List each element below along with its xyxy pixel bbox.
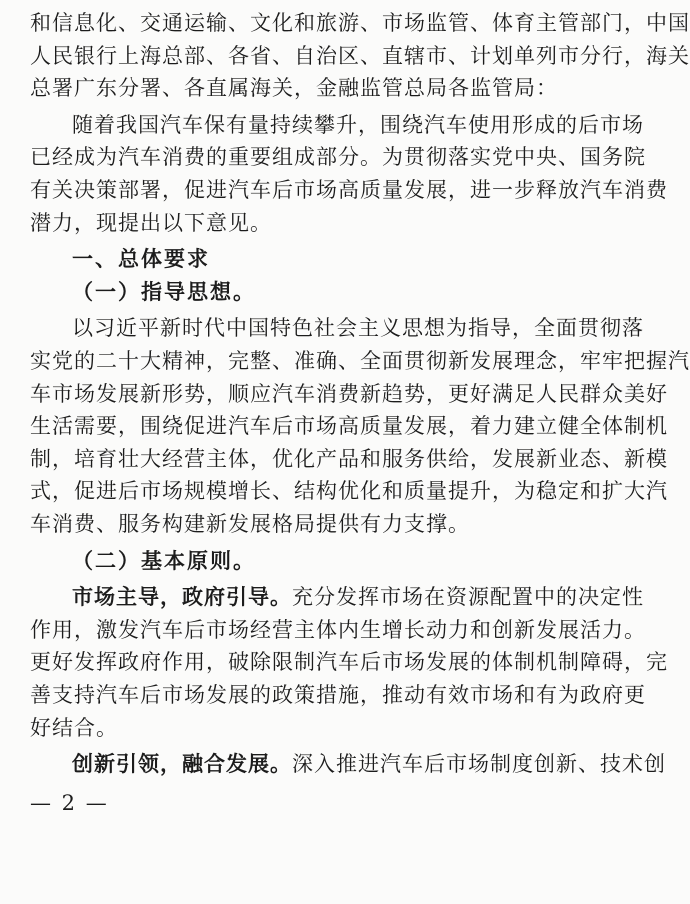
page-number: — 2 — (30, 790, 109, 815)
subsection-heading: （一）指导思想。 (72, 279, 256, 304)
text-line: 作用，激发汽车后市场经营主体内生增长动力和创新发展活力。 (30, 617, 646, 642)
text-line: 好结合。 (30, 715, 118, 740)
section-heading: 一、总体要求 (72, 247, 210, 272)
paragraph-first-line: 随着我国汽车保有量持续攀升，围绕汽车使用形成的后市场 (72, 112, 644, 137)
principle-title: 市场主导，政府引导。 (72, 585, 292, 610)
text-line: 生活需要，围绕促进汽车后市场高质量发展，着力建立健全体制机 (30, 414, 668, 439)
principle-line (72, 584, 644, 610)
principle-title: 创新引领，融合发展。 (72, 752, 292, 777)
principle-line (72, 751, 666, 777)
text-line: 有关决策部署，促进汽车后市场高质量发展，进一步释放汽车消费 (30, 178, 668, 202)
text-line: 式，促进后市场规模增长、结构优化和质量提升，为稳定和扩大汽 (30, 479, 668, 504)
text-line: 车市场发展新形势，顺应汽车消费新趋势，更好满足人民群众美好 (30, 381, 668, 406)
text-line: 更好发挥政府作用，破除限制汽车后市场发展的体制机制障碍，完 (30, 650, 668, 675)
paragraph-first-line: 以习近平新时代中国特色社会主义思想为指导，全面贯彻落 (72, 316, 644, 341)
text-line: 实党的二十大精神，完整、准确、全面贯彻新发展理念，牢牢把握汽 (30, 349, 690, 373)
text-line: 潜力，现提出以下意见。 (30, 210, 272, 235)
text-line: 车消费、服务构建新发展格局提供有力支撑。 (30, 512, 470, 536)
text-line: 善支持汽车后市场发展的政策措施，推动有效市场和有为政府更 (30, 683, 646, 707)
principle-text: 充分发挥市场在资源配置中的决定性 (292, 585, 644, 610)
text-line: 人民银行上海总部、各省、自治区、直辖市、计划单列市分行，海关 (30, 43, 690, 68)
text-line: 总署广东分署、各直属海关，金融监管总局各监管局： (30, 76, 558, 101)
subsection-heading: （二）基本原则。 (72, 548, 256, 573)
text-line: 和信息化、交通运输、文化和旅游、市场监管、体育主管部门，中国 (30, 11, 690, 35)
text-line: 制，培育壮大经营主体，优化产品和服务供给，发展新业态、新模 (30, 446, 668, 471)
text-line: 已经成为汽车消费的重要组成部分。为贯彻落实党中央、国务院 (30, 145, 646, 170)
principle-text: 深入推进汽车后市场制度创新、技术创 (292, 752, 666, 777)
